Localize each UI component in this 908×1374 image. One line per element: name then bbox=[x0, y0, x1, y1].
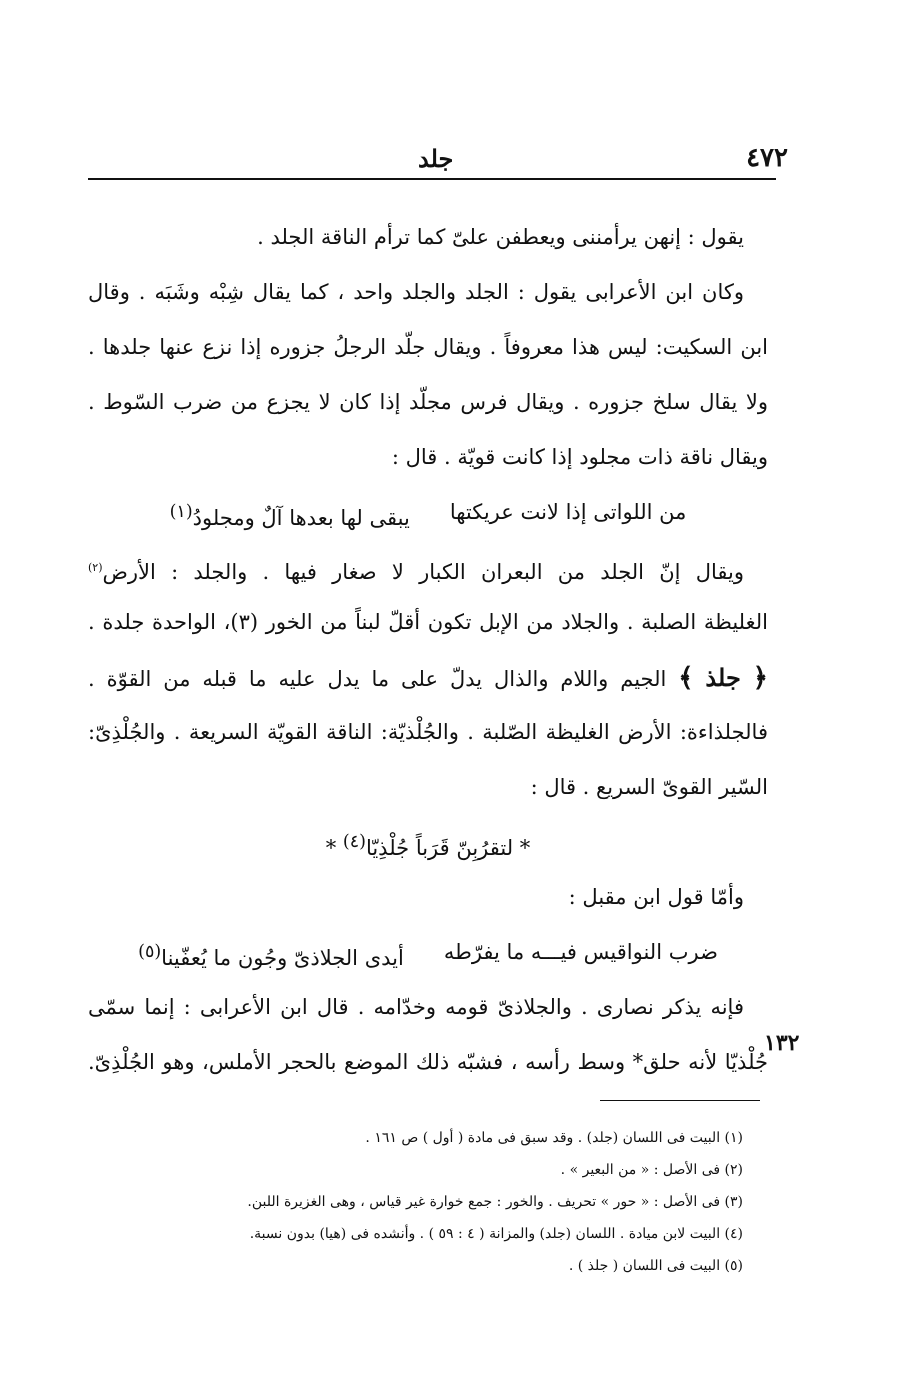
footnote-ref-5: (٥) bbox=[138, 942, 162, 962]
verse-1 bbox=[88, 485, 768, 540]
verse-2-end-star: * bbox=[325, 836, 337, 860]
footnote: (٣) فى الأصل : « حور » تحريف . والخور : جمع خوارة غير قياس ، وهى الغزيرة اللبن. bbox=[247, 1194, 743, 1210]
footnote: (١) البيت فى اللسان (جلد) . وقد سبق فى مادة ( أول ) ص ١٦١ . bbox=[365, 1130, 743, 1146]
text-segment: ويقال إنّ الجلد من البعران الكبار لا صغار فيها . والجلد : الأرض bbox=[102, 560, 744, 584]
text-line: جُلْذيّا لأنه حلق* وسط رأسه ، فشبّه ذلك الموضع بالحجر الأملس، وهو الجُلْذِىّ. bbox=[88, 1050, 768, 1074]
margin-number: ١٣٢ bbox=[764, 1030, 800, 1056]
text-line: ابن السكيت: ليس هذا معروفاً . ويقال جلّد الرجلُ جزوره إذا نزع عنها جلدها . bbox=[88, 335, 768, 359]
text-line: وأمّا قول ابن مقبل : bbox=[568, 885, 744, 909]
verse-1-hemistich-1: من اللواتى إذا لانت عريكتها bbox=[449, 500, 687, 524]
entry-heading-line bbox=[88, 650, 768, 705]
verse-1-hemistich-2: يبقى لها بعدها آلٌ ومجلودُ bbox=[192, 506, 410, 530]
text-line: وكان ابن الأعرابى يقول : الجلد والجلد واحد ، كما يقال شِبْه وشَبَه . وقال bbox=[88, 280, 744, 304]
running-title: جلد bbox=[418, 143, 454, 173]
page-header bbox=[88, 138, 788, 178]
footnote-ref-4: (٤) bbox=[342, 832, 366, 852]
verse-3-hemistich-2: أيدى الجلاذىّ وجُون ما يُعفّينا bbox=[161, 946, 404, 970]
entry-definition: الجيم واللام والذال يدلّ على ما يدل عليه ما قبله من القوّة . bbox=[88, 667, 667, 691]
ornate-bracket-close: ﴾ bbox=[678, 663, 694, 693]
footnote: (٢) فى الأصل : « من البعير » . bbox=[560, 1162, 743, 1178]
entry-headword: جلذ bbox=[705, 663, 741, 692]
header-rule bbox=[88, 178, 776, 180]
text-line: ويقال ناقة ذات مجلود إذا كانت قويّة . قال : bbox=[391, 445, 768, 469]
page-number: ٤٧٢ bbox=[746, 143, 788, 173]
verse-2-text: * لتقرُبِنّ قَرَباً جُلْذِيّا bbox=[365, 836, 531, 860]
ornate-bracket-open: ﴿ bbox=[752, 663, 768, 693]
text-line: ولا يقال سلخ جزوره . ويقال فرس مجلّد إذا كان لا يجزع من ضرب السّوط . bbox=[88, 390, 768, 414]
verse-3-hemistich-1: ضرب النواقيس فيـــه ما يفرّطه bbox=[443, 940, 718, 964]
footnote: (٥) البيت فى اللسان ( جلذ ) . bbox=[568, 1258, 743, 1274]
text-line: فالجلذاءة: الأرض الغليظة الصّلبة . والجُلْذيّة: الناقة القويّة السريعة . والجُلْذِىّ: bbox=[88, 720, 768, 744]
footnote-rule bbox=[600, 1100, 760, 1101]
main-text bbox=[88, 210, 768, 1090]
text-line: الغليظة الصلبة . والجلاد من الإبل تكون أقلّ لبناً من الخور (٣)، الواحدة جلدة . bbox=[88, 610, 768, 634]
verse-2 bbox=[88, 815, 768, 870]
footnote-ref-1: (١) bbox=[169, 502, 193, 522]
text-line: السّير القوىّ السريع . قال : bbox=[530, 775, 768, 799]
text-line: يقول : إنهن يرأمننى ويعطفن علىّ كما ترأم الناقة الجلد . bbox=[257, 225, 744, 249]
footnote-ref-2: (٢) bbox=[88, 561, 103, 574]
footnotes bbox=[70, 1122, 743, 1282]
footnote: (٤) البيت لابن ميادة . اللسان (جلد) والمزانة ( ٤ : ٥٩ ) . وأنشده فى (هيا) بدون نسبة. bbox=[249, 1226, 743, 1242]
text-line bbox=[88, 540, 768, 595]
verse-3 bbox=[88, 925, 768, 980]
text-line: فإنه يذكر نصارى . والجلاذىّ قومه وخدّامه . قال ابن الأعرابى : إنما سمّى bbox=[88, 995, 744, 1019]
